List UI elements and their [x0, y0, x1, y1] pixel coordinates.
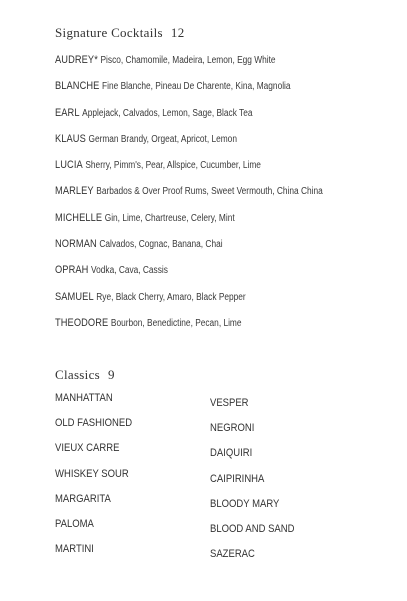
- classics-title: Classics: [55, 367, 101, 382]
- cocktail-ingredients: Rye, Black Cherry, Amaro, Black Pepper: [96, 291, 246, 303]
- classic-item: SAZERAC: [210, 548, 255, 561]
- cocktail-name: NORMAN: [55, 238, 97, 251]
- cocktail-name: BLANCHE: [55, 80, 100, 93]
- signature-count: 12: [170, 25, 185, 40]
- classics-count: 9: [108, 367, 115, 382]
- cocktail-ingredients: Sherry, Pimm's, Pear, Allspice, Cucumber, Lime: [85, 160, 261, 172]
- cocktail-item-blanche: [55, 79, 352, 105]
- cocktail-ingredients: Gin, Lime, Chartreuse, Celery, Mint: [104, 212, 235, 224]
- cocktail-item-theodore: [55, 316, 352, 342]
- classic-item: DAIQUIRI: [210, 447, 253, 460]
- cocktail-ingredients: Pisco, Chamomile, Madeira, Lemon, Egg White: [100, 55, 276, 66]
- classic-item: MANHATTAN: [55, 392, 113, 404]
- cocktail-ingredients: Barbados & Over Proof Rums, Sweet Vermouth, China China: [96, 186, 323, 198]
- cocktail-ingredients: German Brandy, Orgeat, Apricot, Lemon: [88, 133, 237, 145]
- cocktail-ingredients: Calvados, Cognac, Banana, Chai: [99, 239, 223, 251]
- cocktail-item-audrey: [55, 53, 352, 79]
- classic-item: VIEUX CARRE: [55, 442, 120, 455]
- cocktail-item-earl: [55, 106, 352, 132]
- classic-item: BLOODY MARY: [210, 497, 280, 510]
- cocktail-item-samuel: [55, 290, 352, 316]
- classic-item: WHISKEY SOUR: [55, 467, 129, 480]
- classic-item: MARTINI: [55, 543, 94, 556]
- cocktail-ingredients: Applejack, Calvados, Lemon, Sage, Black Tea: [82, 107, 253, 119]
- cocktail-name: OPRAH: [55, 264, 89, 277]
- classic-item: OLD FASHIONED: [55, 417, 133, 430]
- classics-right-column: [210, 396, 306, 572]
- cocktail-item-norman: [55, 237, 352, 263]
- cocktail-name: MARLEY: [55, 185, 94, 198]
- classic-item: PALOMA: [55, 517, 94, 530]
- cocktail-ingredients: Vodka, Cava, Cassis: [91, 265, 168, 277]
- classic-item: MARGARITA: [55, 492, 111, 505]
- cocktail-name: MICHELLE: [55, 211, 103, 224]
- cocktail-name: KLAUS: [55, 132, 86, 145]
- classic-item: NEGRONI: [210, 422, 255, 435]
- classic-item: BLOOD AND SAND: [210, 522, 295, 535]
- classic-item: CAIPIRINHA: [210, 472, 265, 485]
- cocktail-name: AUDREY*: [55, 54, 98, 66]
- cocktail-item-oprah: [55, 263, 352, 289]
- cocktail-ingredients: Bourbon, Benedictine, Pecan, Lime: [110, 317, 242, 329]
- cocktail-item-michelle: [55, 211, 352, 237]
- cocktail-name: LUCIA: [55, 159, 83, 172]
- signature-cocktails-list: [55, 53, 400, 342]
- cocktail-item-marley: [55, 184, 352, 210]
- cocktail-item-klaus: [55, 132, 352, 158]
- cocktail-name: THEODORE: [55, 316, 109, 329]
- classics-left-column: [55, 391, 143, 567]
- signature-cocktails-heading: [55, 25, 185, 41]
- classic-item: VESPER: [210, 397, 249, 409]
- signature-title: Signature Cocktails: [55, 25, 163, 40]
- cocktail-item-lucia: [55, 158, 352, 184]
- cocktail-name: EARL: [55, 106, 80, 119]
- cocktail-name: SAMUEL: [55, 290, 94, 303]
- cocktail-ingredients: Fine Blanche, Pineau De Charente, Kina, Magnolia: [102, 81, 291, 93]
- classics-heading: [55, 367, 115, 383]
